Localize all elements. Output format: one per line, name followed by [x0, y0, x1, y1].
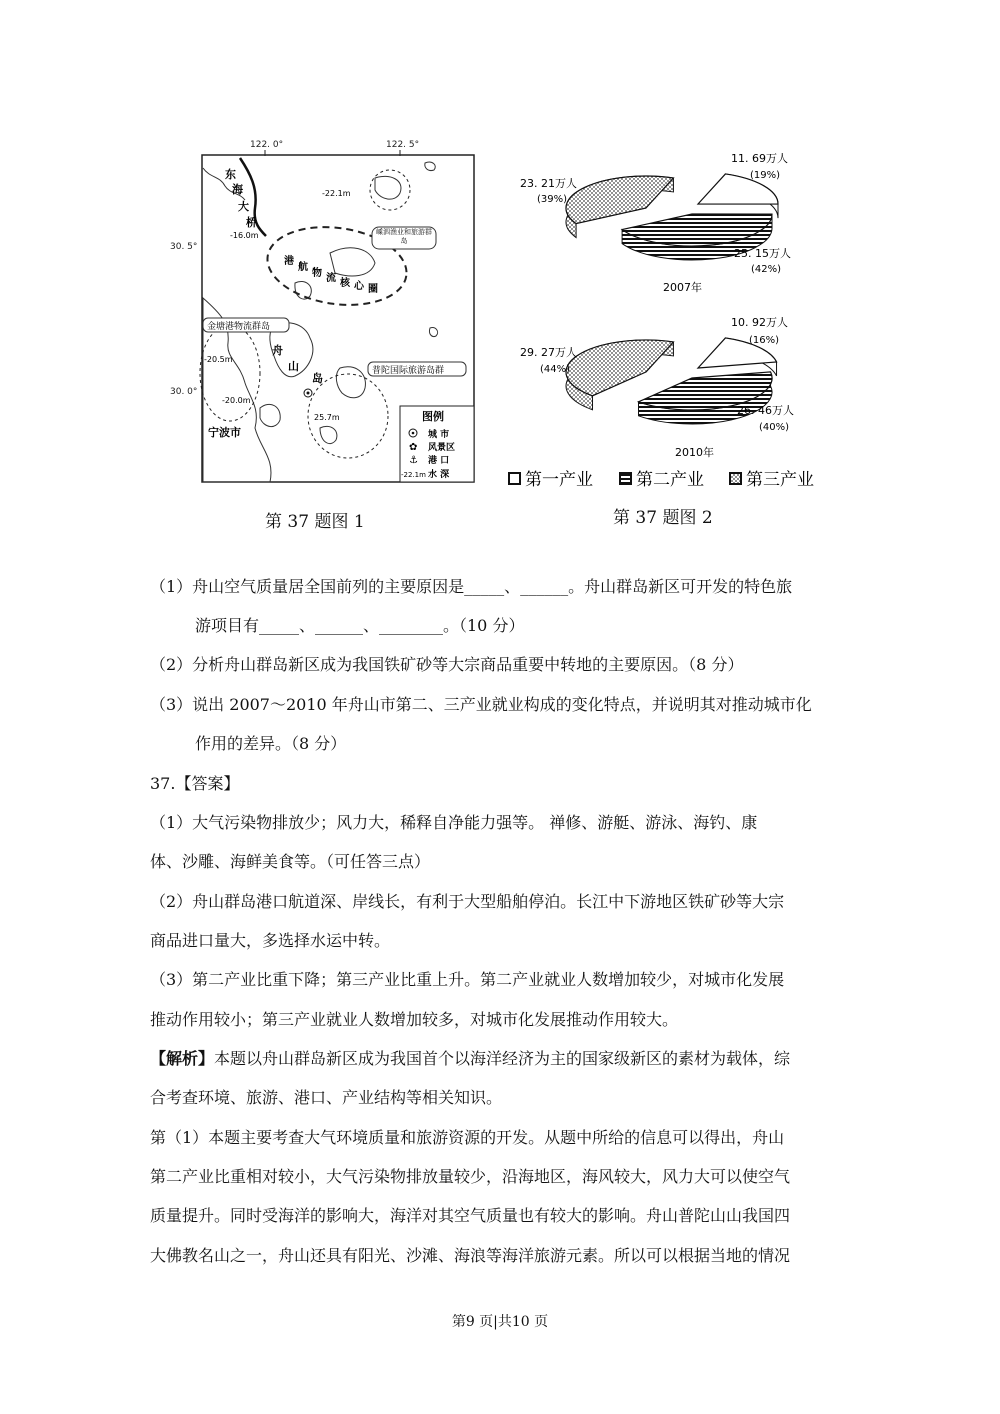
depth-label: -16.0m — [230, 231, 259, 240]
pie-2007-pct-1: (19%) — [750, 170, 781, 181]
pie-2010-value-1: 10. 92万人 — [731, 316, 788, 329]
bridge-label-1: 东 — [225, 168, 236, 181]
legend-item: 风景区 — [428, 443, 456, 453]
depth-label: 25.7m — [314, 413, 340, 422]
pie-2010-value-3: 29. 27万人 — [520, 346, 577, 359]
depth-label: -20.5m — [204, 355, 233, 364]
island — [429, 328, 437, 337]
legend-item: 水 深 — [428, 470, 450, 480]
question-1-line-2: 游项目有_____、______、________。（10 分） — [195, 616, 525, 635]
figure-2-pie-charts — [505, 150, 850, 495]
analysis-text: 本题以舟山群岛新区成为我国首个以海洋经济为主的国家级新区的素材为载体，综 — [214, 1049, 791, 1068]
jintang-zone-label: 金塘港物流群岛 — [207, 322, 271, 332]
figure-1-caption: 第 37 题图 1 — [265, 512, 365, 532]
paragraph-line-4: 大佛教名山之一，舟山还具有阳光、沙滩、海浪等海洋旅游元素。所以可以根据当地的情况 — [150, 1246, 791, 1265]
pie-2007-pct-2: (42%) — [751, 264, 782, 275]
legend-title: 图例 — [422, 410, 444, 423]
legend-swatch-secondary — [620, 473, 631, 484]
island — [425, 162, 435, 170]
core-char: 流 — [326, 273, 336, 284]
fishing-zone-label: 嵊泗渔业和旅游群岛 — [376, 228, 432, 245]
island-char: 岛 — [312, 372, 323, 385]
legend-item: 城 市 — [428, 430, 450, 440]
figure-1-map — [170, 138, 476, 482]
island — [330, 248, 375, 276]
core-char: 圈 — [368, 284, 378, 295]
answer-1-line-2: 体、沙雕、海鲜美食等。（可任答三点） — [150, 852, 431, 871]
island — [260, 404, 280, 426]
pie-slice-3 — [566, 340, 673, 396]
answer-2-line-1: （2）舟山群岛港口航道深、岸线长，有利于大型船舶停泊。长江中下游地区铁矿砂等大宗 — [150, 892, 785, 911]
island — [375, 176, 401, 199]
legend-swatch-primary — [509, 473, 520, 484]
lon-tick-122-5: 122. 5° — [386, 140, 420, 150]
city-label: 宁波市 — [208, 426, 241, 439]
paragraph-line-2: 第二产业比重相对较小，大气污染物排放量较少，沿海地区，海风较大，风力大可以使空气 — [150, 1167, 791, 1186]
answer-title: 37.【答案】 — [150, 774, 240, 793]
core-char: 心 — [354, 281, 364, 292]
core-char: 核 — [340, 278, 350, 289]
paragraph-line-3: 质量提升。同时受海洋的影响大，海洋对其空气质量也有较大的影响。舟山普陀山山我国四 — [150, 1206, 791, 1225]
lat-tick-30-0: 30. 0° — [170, 387, 198, 397]
pie-2007-value-1: 11. 69万人 — [731, 152, 788, 165]
legend-item: 港 口 — [428, 456, 450, 466]
legend-port-icon: ⚓ — [409, 455, 418, 466]
island — [295, 281, 311, 299]
pie-2010-pct-1: (16%) — [749, 335, 780, 346]
pie-2010-title: 2010年 — [675, 446, 714, 459]
lat-tick-30-5: 30. 5° — [170, 242, 198, 252]
question-3-line-1: （3）说出 2007～2010 年舟山市第二、三产业就业构成的变化特点，并说明其对推动城市化 — [150, 695, 812, 714]
pie-2007-value-3: 23. 21万人 — [520, 177, 577, 190]
depth-label: -22.1m — [322, 189, 351, 198]
bridge-label-3: 大 — [238, 200, 249, 213]
answer-1-line-1: （1）大气污染物排放少；风力大，稀释自净能力强等。 禅修、游艇、游泳、海钓、康 — [150, 813, 758, 832]
analysis-label: 【解析】 — [150, 1049, 215, 1068]
bridge-label-2: 海 — [232, 183, 243, 196]
analysis-line-2: 合考查环境、旅游、港口、产业结构等相关知识。 — [150, 1088, 503, 1107]
bridge-label-4: 桥 — [246, 216, 257, 229]
jintang-zone — [200, 325, 260, 421]
core-char: 港 — [284, 256, 294, 267]
question-2: （2）分析舟山群岛新区成为我国铁矿砂等大宗商品重要中转地的主要原因。（8 分） — [150, 655, 744, 674]
pie-2010-pct-3: (44%) — [540, 364, 571, 375]
legend-swatch-tertiary — [730, 473, 741, 484]
pie-2007-pct-3: (39%) — [537, 194, 568, 205]
page-footer: 第9 页|共10 页 — [451, 1314, 549, 1330]
legend-secondary: 第二产业 — [636, 470, 704, 490]
core-char: 航 — [298, 262, 308, 273]
island-char: 舟 — [272, 344, 283, 357]
island — [336, 367, 365, 398]
legend-primary: 第一产业 — [525, 470, 593, 490]
pie-2007-title: 2007年 — [663, 281, 702, 294]
answer-3-line-2: 推动作用较小；第三产业就业人数增加较多，对城市化发展推动作用较大。 — [150, 1010, 679, 1029]
question-3-line-2: 作用的差异。（8 分） — [195, 734, 347, 753]
pie-2007-value-2: 25. 15万人 — [734, 247, 791, 260]
figure-2-caption: 第 37 题图 2 — [613, 508, 713, 528]
pie-slice-3 — [566, 176, 673, 224]
island-char: 山 — [288, 360, 299, 373]
legend-tertiary: 第三产业 — [746, 470, 814, 490]
answer-2-line-2: 商品进口量大，多选择水运中转。 — [150, 931, 391, 950]
legend-scenic-icon: ✿ — [409, 442, 418, 453]
core-char: 物 — [312, 268, 322, 279]
pie-2010-pct-2: (40%) — [759, 422, 790, 433]
lon-tick-122-0: 122. 0° — [250, 140, 284, 150]
answer-3-line-1: （3）第二产业比重下降；第三产业比重上升。第二产业就业人数增加较少，对城市化发展 — [150, 970, 785, 989]
depth-label: -20.0m — [222, 396, 251, 405]
putuo-zone-label: 普陀国际旅游岛群 — [372, 366, 445, 376]
paragraph-line-1: 第（1）本题主要考查大气环境质量和旅游资源的开发。从题中所给的信息可以得出，舟山 — [150, 1128, 785, 1147]
island — [320, 426, 337, 443]
legend-depth-sample: -22.1m — [401, 471, 426, 479]
fishing-zone — [370, 170, 410, 210]
analysis-line-1 — [150, 1049, 850, 1069]
question-1-line-1: （1）舟山空气质量居全国前列的主要原因是_____、______。舟山群岛新区可开发的特色旅 — [150, 577, 793, 596]
pie-2010-value-2: 26. 46万人 — [737, 404, 794, 417]
